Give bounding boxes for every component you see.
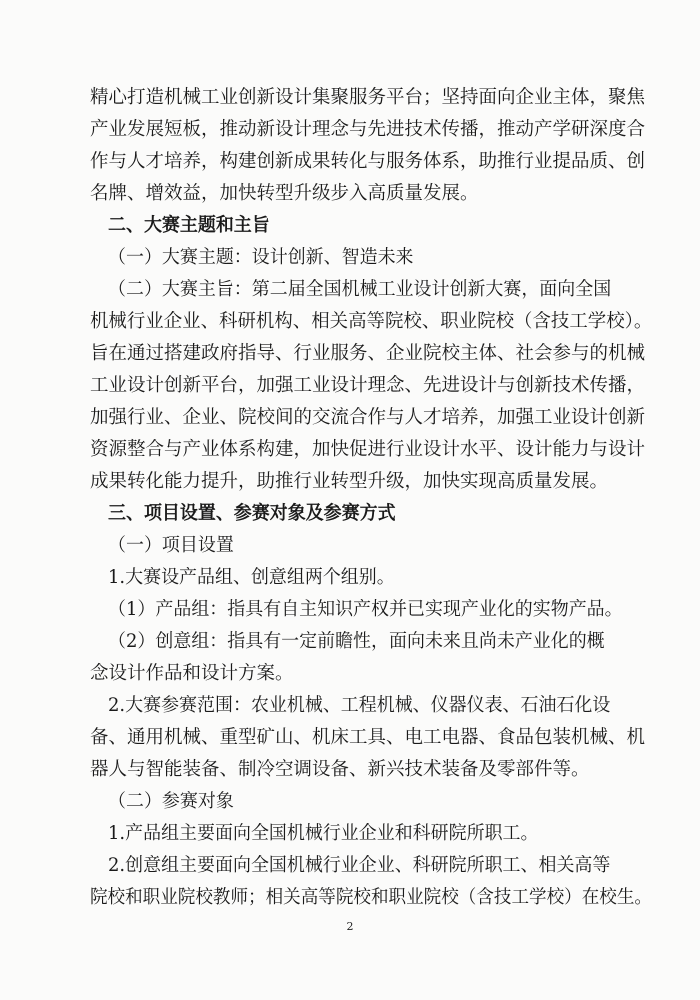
body-line: 成果转化能力提升，助推行业转型升级，加快实现高质量发展。 — [90, 471, 609, 492]
body-line: 名牌、增效益，加快转型升级步入高质量发展。 — [90, 183, 479, 204]
body-line: 精心打造机械工业创新设计集聚服务平台；坚持面向企业主体，聚焦 — [90, 87, 646, 108]
body-line: 备、通用机械、重型矿山、机床工具、电工电器、食品包装机械、机 — [90, 727, 646, 748]
body-line: （1）产品组：指具有自主知识产权并已实现产业化的实物产品。 — [108, 599, 623, 620]
body-line: 念设计作品和设计方案。 — [90, 663, 294, 684]
body-line: 2.大赛参赛范围：农业机械、工程机械、仪器仪表、石油石化设 — [108, 695, 611, 716]
body-line: 旨在通过搭建政府指导、行业服务、企业院校主体、社会参与的机械 — [90, 343, 646, 364]
body-line: 作与人才培养，构建创新成果转化与服务体系，助推行业提品质、创 — [90, 151, 646, 172]
body-line: 2.创意组主要面向全国机械行业企业、科研院所职工、相关高等 — [108, 855, 611, 876]
body-line: 器人与智能装备、制冷空调设备、新兴技术装备及零部件等。 — [90, 759, 590, 780]
body-line: 1.大赛设产品组、创意组两个组别。 — [108, 567, 395, 588]
body-line: 资源整合与产业体系构建，加快促进行业设计水平、设计能力与设计 — [90, 439, 646, 460]
body-line: （二）大赛主旨：第二届全国机械工业设计创新大赛，面向全国 — [108, 279, 612, 300]
body-line: 工业设计创新平台，加强工业设计理念、先进设计与创新技术传播， — [90, 375, 646, 396]
body-line: 院校和职业院校教师；相关高等院校和职业院校（含技工学校）在校生。 — [90, 887, 653, 908]
body-line: 1.产品组主要面向全国机械行业企业和科研院所职工。 — [108, 823, 539, 844]
body-line: （一）大赛主题：设计创新、智造未来 — [108, 247, 414, 268]
section-heading: 二、大赛主题和主旨 — [108, 215, 270, 236]
body-line: 加强行业、企业、院校间的交流合作与人才培养，加强工业设计创新 — [90, 407, 646, 428]
body-line: （二）参赛对象 — [108, 791, 234, 812]
body-line: （2）创意组：指具有一定前瞻性，面向未来且尚未产业化的概 — [108, 631, 605, 652]
body-line: 产业发展短板，推动新设计理念与先进技术传播，推动产学研深度合 — [90, 119, 646, 140]
body-line: （一）项目设置 — [108, 535, 234, 556]
section-heading: 三、项目设置、参赛对象及参赛方式 — [108, 503, 396, 524]
body-line: 机械行业企业、科研机构、相关高等院校、职业院校（含技工学校）。 — [90, 311, 653, 332]
page-number: 2 — [346, 920, 354, 933]
